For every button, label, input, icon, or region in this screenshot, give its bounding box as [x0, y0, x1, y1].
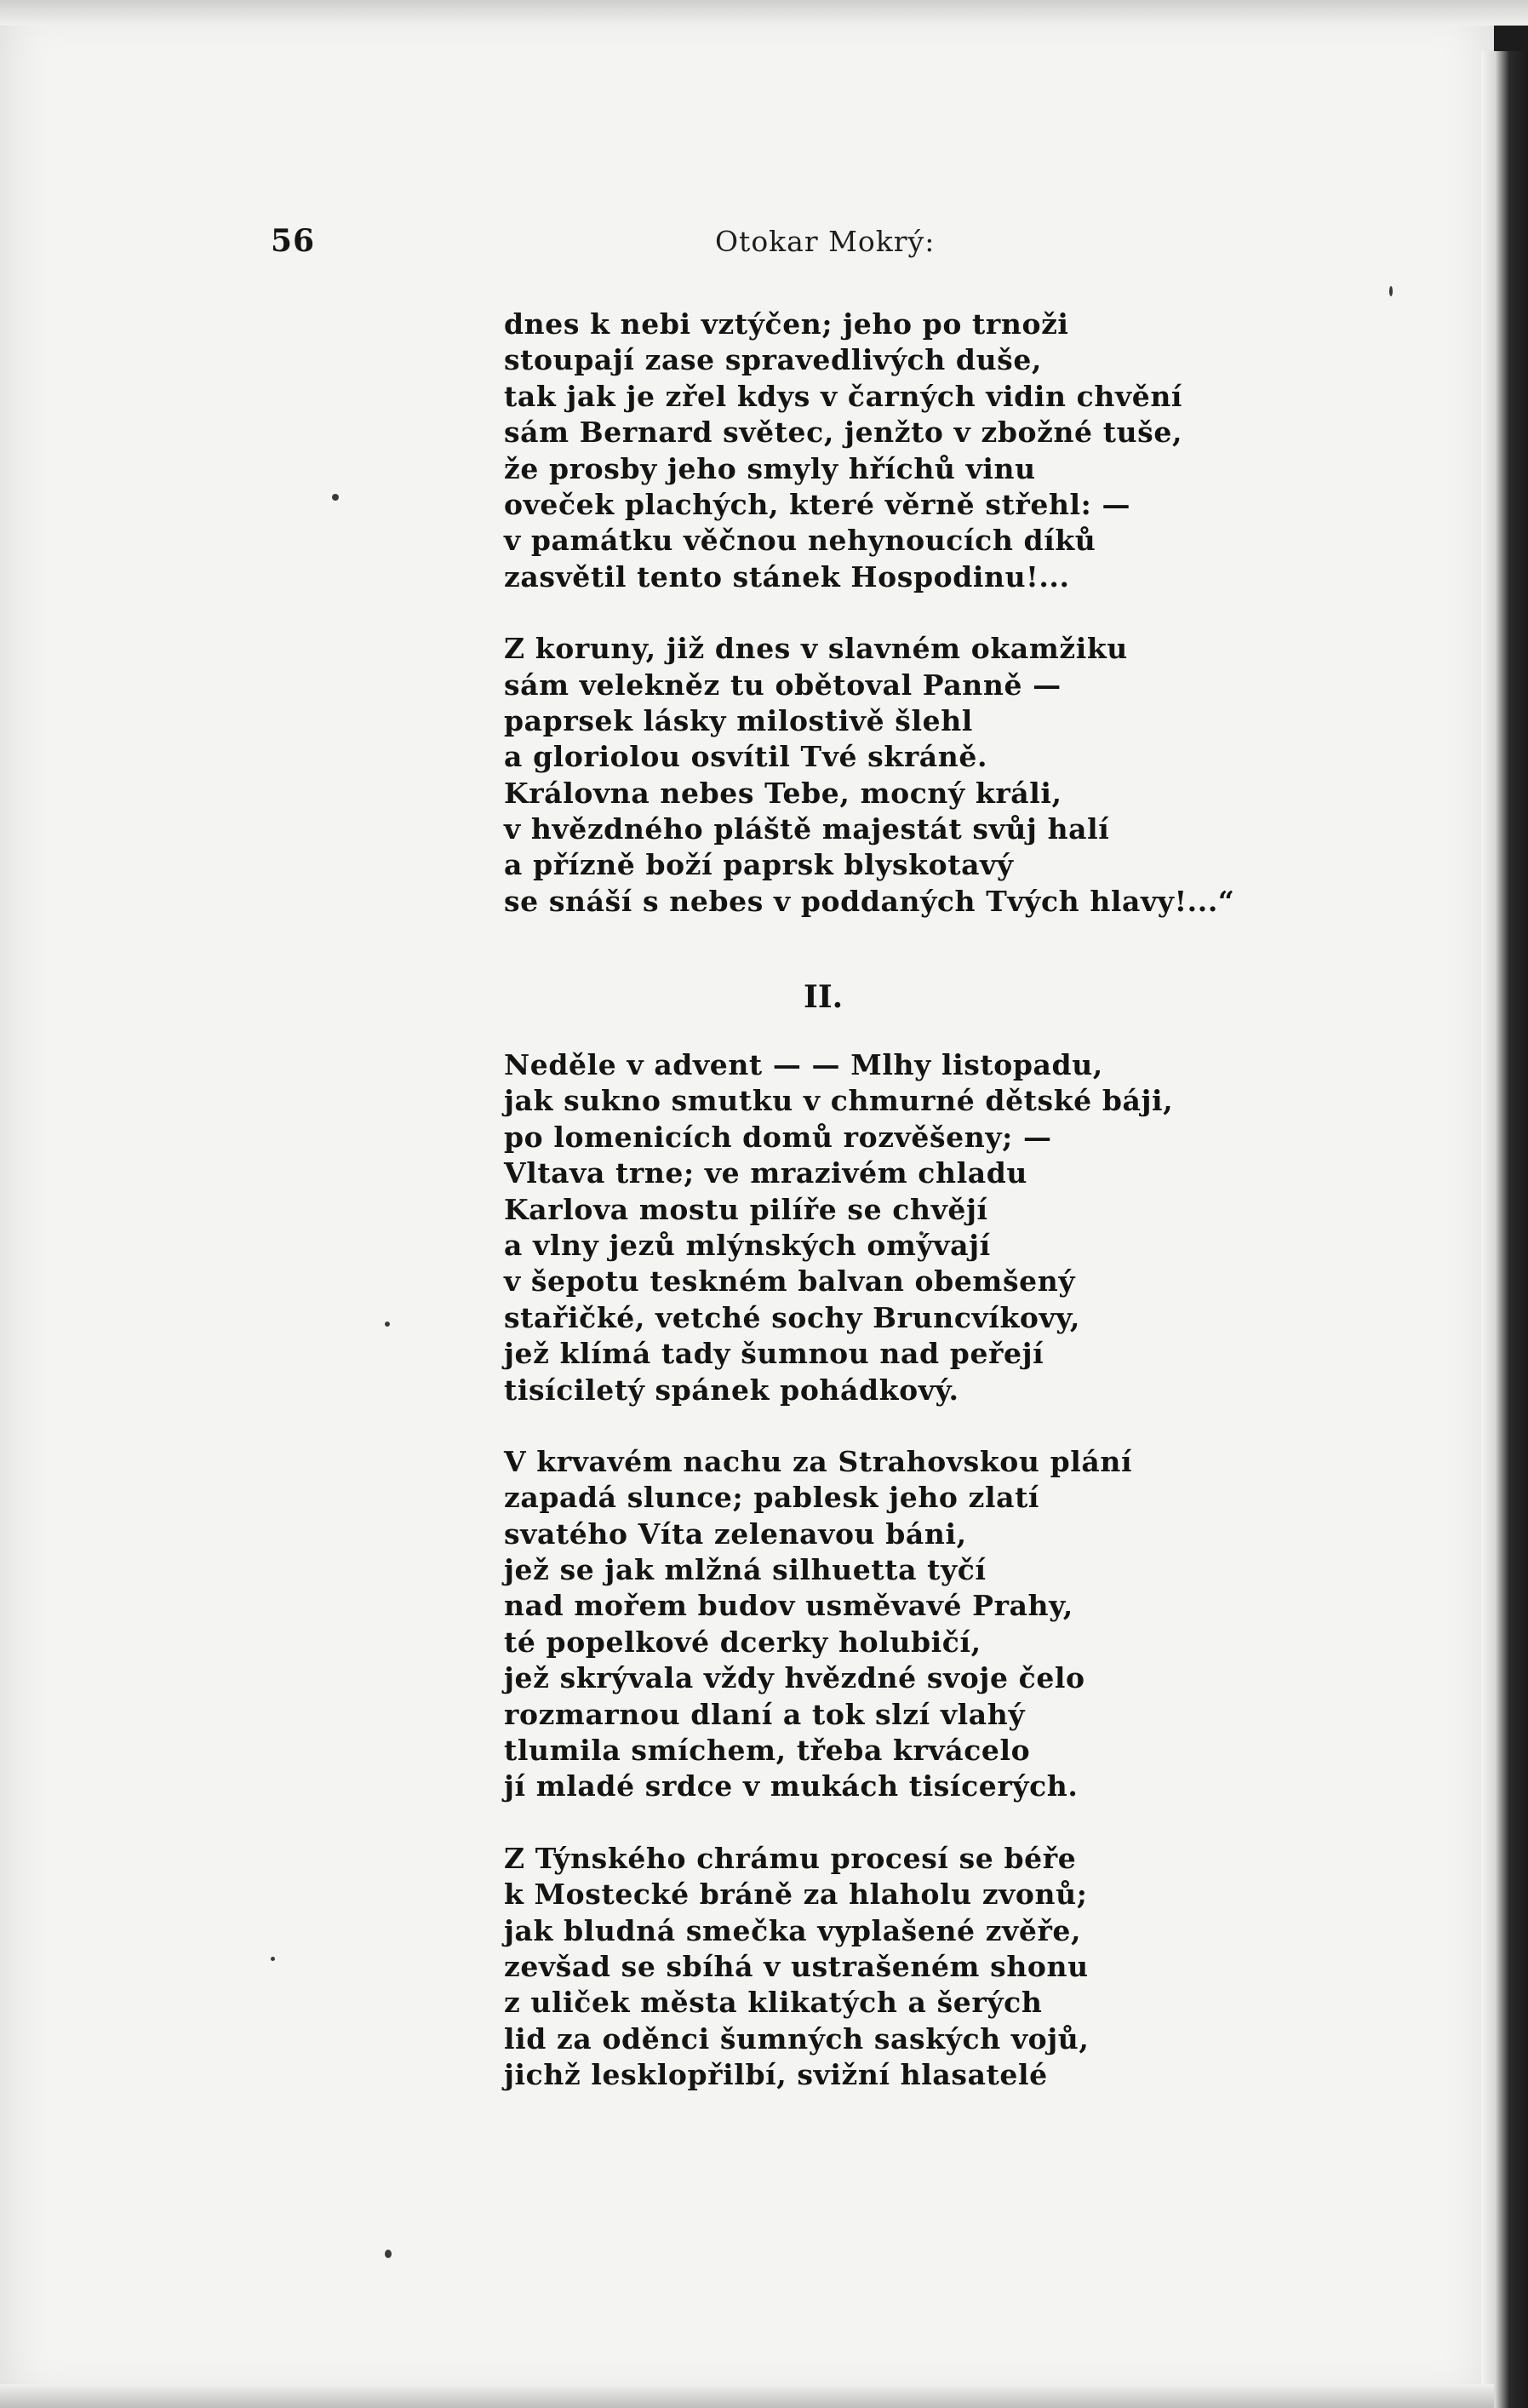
stanza [504, 631, 1355, 920]
stanza [504, 307, 1355, 595]
verse-line: tlumila smíchem, třeba krvácelo [504, 1734, 1031, 1768]
verse-line: jež se jak mlžná silhuetta tyčí [504, 1553, 987, 1587]
scan-bottom-edge [0, 2384, 1494, 2408]
verse-line: nad mořem budov usměvavé Prahy, [504, 1589, 1073, 1623]
verse-line: Karlova mostu pilíře se chvějí [504, 1192, 988, 1226]
verse-line: tak jak je zřel kdys v čarných vidin chvění [504, 379, 1183, 413]
verse-line: sám Bernard světec, jenžto v zbožné tuše, [504, 416, 1183, 450]
verse-line: té popelkové dcerky holubičí, [504, 1625, 981, 1659]
scan-speck [385, 2250, 392, 2258]
verse-line: zasvětil tento stánek Hospodinu!... [504, 559, 1070, 593]
verse-line: a gloriolou osvítil Tvé skráně. [504, 740, 988, 774]
verse-line: že prosby jeho smyly hříchů vinu [504, 451, 1036, 485]
verse-line: lid za oděnci šumných saských vojů, [504, 2021, 1090, 2055]
verse-line: se snáší s nebes v poddaných Tvých hlavy!...“ [504, 884, 1235, 918]
verse-line: V krvavém nachu za Strahovskou plání [504, 1444, 1133, 1478]
verse-line: stařičké, vetché sochy Bruncvíkovy, [504, 1300, 1081, 1334]
stanza [504, 1047, 1355, 1408]
scan-speck [271, 1957, 275, 1961]
running-title: Otokar Mokrý: [715, 225, 936, 258]
scan-speck [1389, 286, 1393, 296]
verse-line: zapadá slunce; pablesk jeho zlatí [504, 1481, 1040, 1515]
verse-line: jí mladé srdce v mukách tisícerých. [504, 1769, 1079, 1803]
poem-part-one [504, 307, 1355, 955]
verse-line: oveček plachých, které věrně střehl: — [504, 487, 1131, 521]
verse-line: jak bludná smečka vyplašené zvěře, [504, 1913, 1082, 1947]
verse-line: z uliček města klikatých a šerých [504, 1986, 1043, 2020]
verse-line: paprsek lásky milostivě šlehl [504, 703, 973, 737]
verse-line: jež klímá tady šumnou nad peřejí [504, 1337, 1044, 1371]
verse-line: tisíciletý spánek pohádkový. [504, 1373, 959, 1407]
verse-line: Neděle v advent — — Mlhy listopadu, [504, 1048, 1103, 1081]
scan-speck [332, 494, 339, 501]
verse-line: Z Týnského chrámu procesí se béře [504, 1841, 1077, 1875]
verse-line: Vltava trne; ve mrazivém chladu [504, 1156, 1027, 1190]
verse-line: Královna nebes Tebe, mocný králi, [504, 776, 1062, 810]
verse-line: v hvězdného pláště majestát svůj halí [504, 812, 1110, 846]
verse-line: svatého Víta zelenavou báni, [504, 1516, 967, 1551]
scan-right-edge [1481, 51, 1528, 2408]
verse-line: a vlny jezů mlýnských omývají [504, 1228, 991, 1262]
poem-part-two [504, 1047, 1355, 2130]
verse-line: Z koruny, již dnes v slavném okamžiku [504, 632, 1128, 666]
section-heading: II. [804, 979, 844, 1015]
verse-line: zevšad se sbíhá v ustrašeném shonu [504, 1949, 1089, 1983]
verse-line: rozmarnou dlaní a tok slzí vlahý [504, 1697, 1026, 1731]
stanza [504, 1444, 1355, 1805]
verse-line: jak sukno smutku v chmurné dětské báji, [504, 1084, 1174, 1118]
verse-line: jež skrývala vždy hvězdné svoje čelo [504, 1661, 1085, 1695]
page-number: 56 [271, 223, 316, 259]
verse-line: stoupají zase spravedlivých duše, [504, 343, 1043, 377]
scan-speck [385, 1322, 390, 1327]
verse-line: v památku věčnou nehynoucích díků [504, 524, 1096, 558]
verse-line: sám velekněz tu obětoval Panně — [504, 668, 1062, 702]
scan-top-edge [0, 0, 1528, 26]
verse-line: jichž lesklopřilbí, svižní hlasatelé [504, 2058, 1048, 2092]
verse-line: v šepotu teskném balvan obemšený [504, 1264, 1076, 1299]
verse-line: a přízně boží paprsk blyskotavý [504, 848, 1014, 882]
verse-line: po lomenicích domů rozvěšeny; — [504, 1120, 1052, 1154]
verse-line: dnes k nebi vztýčen; jeho po trnoži [504, 307, 1069, 341]
stanza [504, 1841, 1355, 2094]
verse-line: k Mostecké bráně za hlaholu zvonů; [504, 1878, 1088, 1912]
